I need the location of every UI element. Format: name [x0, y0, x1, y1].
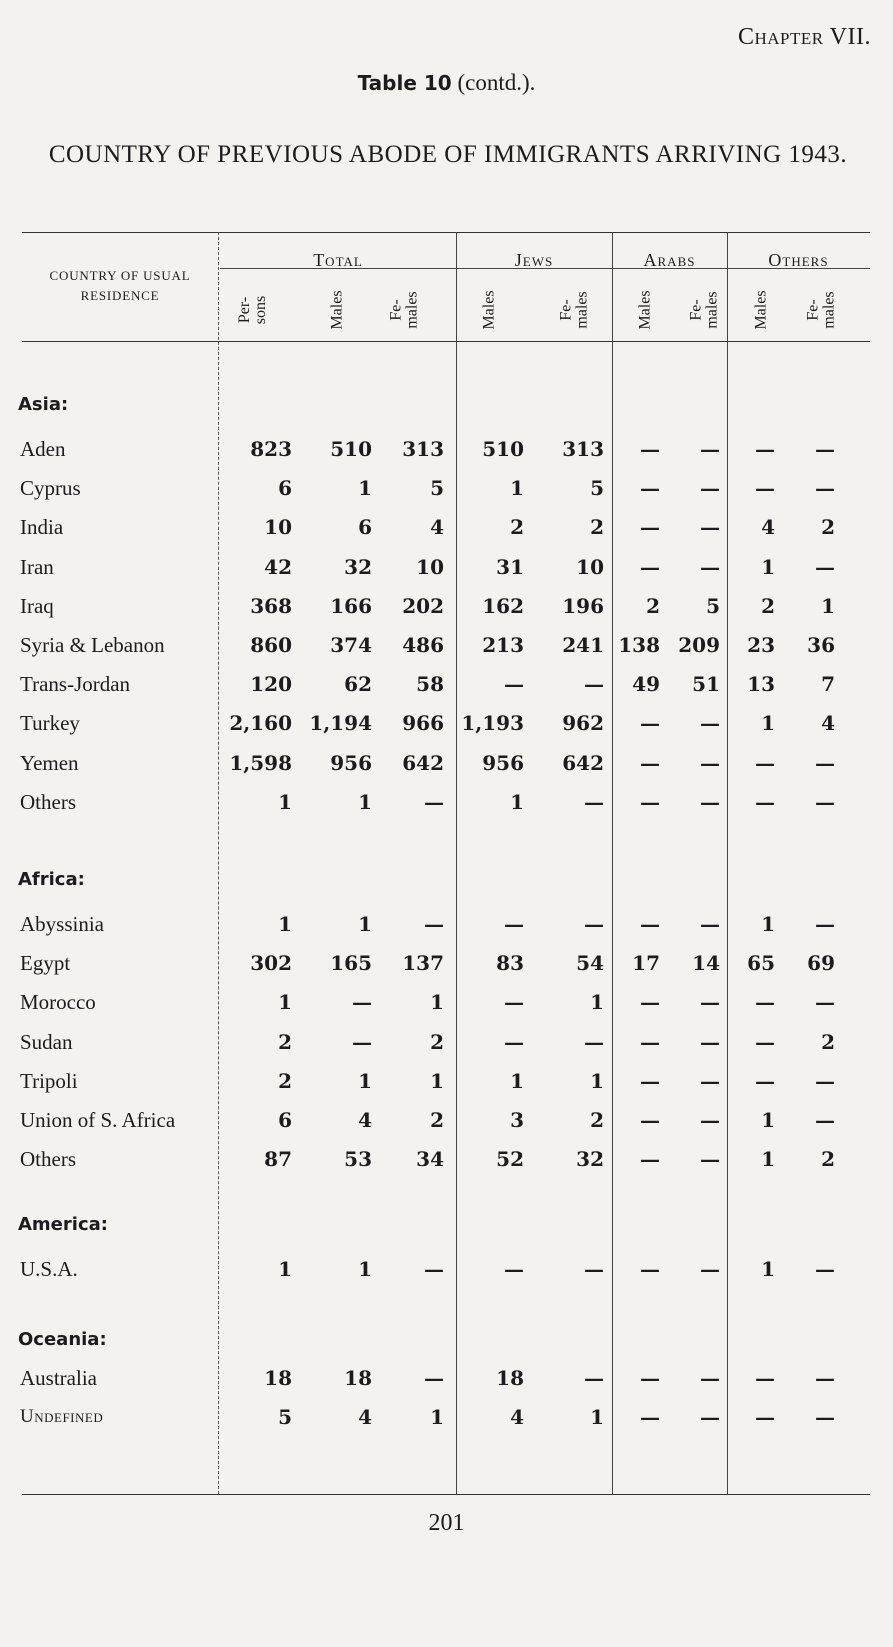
country-column-divider [218, 232, 219, 1494]
table-cell: 4 [761, 515, 775, 539]
table-cell: 1 [278, 1257, 292, 1281]
table-cell: — [424, 1257, 444, 1281]
table-cell: 5 [278, 1405, 292, 1429]
table-cell: 2 [278, 1069, 292, 1093]
table-cell: 241 [562, 633, 604, 657]
row-label: Abyssinia [20, 912, 104, 936]
column-subheader-label: Males [752, 290, 770, 330]
table-cell: 5 [590, 476, 604, 500]
table-cell: — [640, 912, 660, 936]
table-cell: 4 [430, 515, 444, 539]
table-cell: — [755, 1030, 775, 1054]
table-cell: — [815, 1257, 835, 1281]
row-label: Undefined [20, 1406, 104, 1427]
table-cell: 4 [358, 1108, 372, 1132]
table-cell: 165 [330, 951, 372, 975]
table-cell: — [700, 711, 720, 735]
table-cell: — [640, 990, 660, 1014]
row-label: India [20, 515, 64, 539]
table-cell: — [700, 1257, 720, 1281]
table-cell: 956 [482, 751, 524, 775]
table-cell: — [815, 1108, 835, 1132]
table-cell: — [584, 790, 604, 814]
table-cell: 2 [590, 1108, 604, 1132]
table-cell: — [504, 1030, 524, 1054]
table-cell: 202 [402, 594, 444, 618]
table-cell: 62 [344, 672, 372, 696]
table-cell: 1 [510, 1069, 524, 1093]
table-cell: 213 [482, 633, 524, 657]
table-cell: 642 [402, 751, 444, 775]
table-cell: — [424, 790, 444, 814]
bottom-rule [22, 1494, 870, 1495]
row-label: Tripoli [20, 1069, 78, 1093]
header-bottom-rule [22, 341, 870, 342]
table-cell: — [755, 790, 775, 814]
table-cell: — [700, 912, 720, 936]
table-cell: 4 [510, 1405, 524, 1429]
table-cell: 368 [250, 594, 292, 618]
table-cell: 1 [510, 476, 524, 500]
table-cell: 54 [576, 951, 604, 975]
table-cell: 4 [821, 711, 835, 735]
table-cell: — [640, 1257, 660, 1281]
table-cell: 138 [618, 633, 660, 657]
table-cell: — [815, 476, 835, 500]
table-cell: 7 [821, 672, 835, 696]
table-cell: — [504, 990, 524, 1014]
table-cell: 2 [761, 594, 775, 618]
table-cell: — [755, 990, 775, 1014]
table-cell: 83 [496, 951, 524, 975]
section-heading: Oceania: [18, 1329, 107, 1350]
row-label: Morocco [20, 990, 96, 1014]
table-cell: 13 [747, 672, 775, 696]
table-cell: — [504, 672, 524, 696]
table-cell: 2,160 [229, 711, 292, 735]
column-subheader-label: Males [636, 290, 654, 330]
table-cell: 1 [278, 912, 292, 936]
table-cell: 1 [358, 1069, 372, 1093]
table-cell: — [584, 1366, 604, 1390]
column-subheader-label: Fe- males [804, 291, 838, 329]
table-cell: — [640, 1030, 660, 1054]
table-cell: 196 [562, 594, 604, 618]
column-subheader [380, 280, 430, 340]
table-cell: 18 [344, 1366, 372, 1390]
table-cell: 2 [821, 515, 835, 539]
table-cell: 1 [590, 1405, 604, 1429]
table-cell: — [815, 1366, 835, 1390]
table-cell: — [700, 1030, 720, 1054]
table-cell: — [700, 476, 720, 500]
table-cell: 1 [358, 476, 372, 500]
table-cell: — [815, 1405, 835, 1429]
table-cell: 956 [330, 751, 372, 775]
row-label: Sudan [20, 1030, 73, 1054]
table-cell: — [755, 751, 775, 775]
row-label: Egypt [20, 951, 71, 975]
table-cell: 65 [747, 951, 775, 975]
column-subheader [550, 280, 600, 340]
column-subheader-label: Per- sons [235, 295, 269, 325]
table-cell: — [640, 790, 660, 814]
table-title: COUNTRY OF PREVIOUS ABODE OF IMMIGRANTS ARRIVING 1943. [48, 141, 848, 168]
row-label: Trans-Jordan [20, 672, 131, 696]
table-cell: — [815, 437, 835, 461]
table-cell: 51 [692, 672, 720, 696]
table-cell: — [640, 476, 660, 500]
group-header-arabs: Arabs [643, 250, 696, 270]
table-cell: 52 [496, 1147, 524, 1171]
table-cell: — [584, 1030, 604, 1054]
table-cell: 1 [821, 594, 835, 618]
table-cell: 5 [706, 594, 720, 618]
table-cell: — [640, 437, 660, 461]
table-cell: 860 [250, 633, 292, 657]
table-cell: — [584, 672, 604, 696]
table-cell: 1,193 [461, 711, 524, 735]
column-subheader-label: Fe- males [387, 291, 421, 329]
others-column-divider [727, 232, 728, 1494]
table-cell: — [700, 1147, 720, 1171]
table-cell: — [755, 476, 775, 500]
table-cell: — [700, 1366, 720, 1390]
table-cell: 6 [358, 515, 372, 539]
section-heading: Africa: [18, 869, 85, 890]
table-label [0, 70, 893, 96]
table-cell: 1 [358, 790, 372, 814]
table-cell: — [640, 515, 660, 539]
table-cell: 209 [678, 633, 720, 657]
column-subheader [680, 280, 730, 340]
table-cell: — [700, 1069, 720, 1093]
table-cell: 1 [278, 990, 292, 1014]
row-label: Aden [20, 437, 66, 461]
table-cell: — [504, 1257, 524, 1281]
table-cell: 1 [761, 711, 775, 735]
row-label: Yemen [20, 751, 79, 775]
table-cell: — [700, 555, 720, 579]
group-header-total: Total [313, 250, 363, 270]
table-number: Table 10 [357, 71, 452, 95]
table-cell: 2 [510, 515, 524, 539]
table-cell: 1 [761, 1108, 775, 1132]
table-cell: 2 [430, 1108, 444, 1132]
table-cell: — [815, 912, 835, 936]
column-subheader [737, 280, 787, 340]
table-cell: 18 [264, 1366, 292, 1390]
table-cell: 162 [482, 594, 524, 618]
table-cell: — [424, 1366, 444, 1390]
table-cell: 2 [590, 515, 604, 539]
table-label-suffix: (contd.). [451, 70, 536, 95]
table-cell: 87 [264, 1147, 292, 1171]
table-cell: 6 [278, 1108, 292, 1132]
table-cell: — [640, 711, 660, 735]
table-cell: — [815, 790, 835, 814]
table-cell: 962 [562, 711, 604, 735]
table-cell: 42 [264, 555, 292, 579]
group-header-jews: Jews [514, 250, 554, 270]
page-number: 201 [428, 1510, 465, 1536]
section-heading: America: [18, 1214, 108, 1235]
table-cell: — [700, 1405, 720, 1429]
column-subheader [313, 280, 363, 340]
table-cell: — [424, 912, 444, 936]
row-label: Others [20, 790, 76, 814]
arabs-column-divider [612, 232, 613, 1494]
table-cell: — [815, 555, 835, 579]
table-cell: — [815, 990, 835, 1014]
table-cell: 14 [692, 951, 720, 975]
column-subheader-label: Fe- males [557, 291, 591, 329]
table-cell: 36 [807, 633, 835, 657]
top-rule [22, 232, 870, 233]
table-cell: 2 [278, 1030, 292, 1054]
table-cell: 1,598 [229, 751, 292, 775]
table-cell: 1 [430, 1405, 444, 1429]
table-cell: 1 [761, 912, 775, 936]
table-cell: — [584, 1257, 604, 1281]
table-cell: — [640, 1108, 660, 1132]
group-header-others: Others [768, 250, 829, 270]
row-label: Iran [20, 555, 54, 579]
table-cell: 2 [646, 594, 660, 618]
table-cell: 302 [250, 951, 292, 975]
table-cell: — [640, 1366, 660, 1390]
table-cell: 1,194 [309, 711, 372, 735]
table-cell: 6 [278, 476, 292, 500]
table-cell: 1 [590, 990, 604, 1014]
table-cell: 1 [761, 1257, 775, 1281]
table-cell: 1 [510, 790, 524, 814]
row-label: Union of S. Africa [20, 1108, 176, 1132]
table-cell: — [352, 1030, 372, 1054]
column-subheader [228, 280, 278, 340]
table-cell: — [700, 515, 720, 539]
table-cell: 1 [430, 1069, 444, 1093]
table-cell: 10 [264, 515, 292, 539]
table-cell: 18 [496, 1366, 524, 1390]
table-cell: 31 [496, 555, 524, 579]
table-cell: 1 [430, 990, 444, 1014]
table-cell: 1 [761, 555, 775, 579]
table-cell: 642 [562, 751, 604, 775]
table-cell: — [755, 1366, 775, 1390]
table-cell: 823 [250, 437, 292, 461]
row-label: Syria & Lebanon [20, 633, 165, 657]
table-cell: — [700, 1108, 720, 1132]
table-cell: — [755, 1069, 775, 1093]
table-cell: 4 [358, 1405, 372, 1429]
table-cell: 2 [821, 1030, 835, 1054]
table-cell: — [700, 790, 720, 814]
column-subheader-label: Males [480, 290, 498, 330]
column-subheader [797, 280, 847, 340]
row-label: Turkey [20, 711, 80, 735]
jews-column-divider [456, 232, 457, 1494]
table-cell: 374 [330, 633, 372, 657]
table-cell: 313 [562, 437, 604, 461]
table-cell: 58 [416, 672, 444, 696]
table-cell: 17 [632, 951, 660, 975]
table-cell: 510 [482, 437, 524, 461]
table-cell: 1 [278, 790, 292, 814]
table-cell: 486 [402, 633, 444, 657]
table-cell: 966 [402, 711, 444, 735]
table-cell: 49 [632, 672, 660, 696]
country-column-header: COUNTRY OF USUAL RESIDENCE [49, 268, 191, 303]
table-cell: — [584, 912, 604, 936]
table-cell: 313 [402, 437, 444, 461]
table-cell: — [755, 1405, 775, 1429]
table-cell: — [504, 912, 524, 936]
row-label: Cyprus [20, 476, 81, 500]
table-cell: — [640, 555, 660, 579]
chapter-heading: Chapter VII. [737, 24, 871, 50]
table-cell: — [352, 990, 372, 1014]
table-cell: 53 [344, 1147, 372, 1171]
table-cell: 1 [358, 912, 372, 936]
table-cell: 10 [576, 555, 604, 579]
table-cell: — [640, 1147, 660, 1171]
column-subheader-label: Males [328, 290, 346, 330]
table-cell: 2 [821, 1147, 835, 1171]
row-label: Iraq [20, 594, 54, 618]
table-cell: 34 [416, 1147, 444, 1171]
column-subheader [465, 280, 515, 340]
table-cell: 1 [358, 1257, 372, 1281]
column-subheader [621, 280, 671, 340]
column-subheader-label: Fe- males [687, 291, 721, 329]
table-cell: 1 [761, 1147, 775, 1171]
table-cell: 69 [807, 951, 835, 975]
table-cell: — [640, 1069, 660, 1093]
table-cell: 137 [402, 951, 444, 975]
table-cell: 10 [416, 555, 444, 579]
table-cell: — [815, 751, 835, 775]
table-cell: — [700, 437, 720, 461]
table-cell: 5 [430, 476, 444, 500]
table-cell: 510 [330, 437, 372, 461]
table-cell: 23 [747, 633, 775, 657]
row-label: U.S.A. [20, 1257, 78, 1281]
table-cell: 32 [344, 555, 372, 579]
table-cell: — [700, 990, 720, 1014]
row-label: Others [20, 1147, 76, 1171]
table-cell: 166 [330, 594, 372, 618]
row-label: Australia [20, 1366, 97, 1390]
table-cell: — [640, 751, 660, 775]
table-cell: 120 [250, 672, 292, 696]
table-cell: — [755, 437, 775, 461]
section-heading: Asia: [18, 394, 69, 415]
table-cell: 1 [590, 1069, 604, 1093]
table-cell: 3 [510, 1108, 524, 1132]
table-cell: — [700, 751, 720, 775]
table-cell: — [815, 1069, 835, 1093]
table-cell: — [640, 1405, 660, 1429]
table-cell: 2 [430, 1030, 444, 1054]
table-cell: 32 [576, 1147, 604, 1171]
